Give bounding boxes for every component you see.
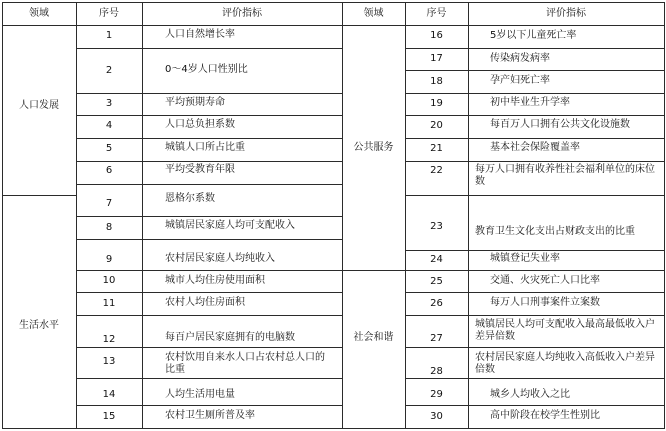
row-number: 2 — [105, 65, 113, 76]
row-number: 7 — [105, 198, 113, 209]
row-number: 30 — [430, 411, 443, 422]
indicator-text: 初中毕业生升学率 — [490, 97, 570, 108]
row-line — [405, 48, 664, 49]
row-number: 14 — [102, 389, 116, 400]
row-line — [405, 378, 664, 379]
row-line — [76, 115, 342, 116]
row-line — [405, 347, 664, 348]
row-number: 27 — [430, 333, 443, 344]
row-number: 6 — [105, 165, 113, 176]
row-line — [405, 70, 664, 71]
indicator-text: 城镇人口所占比重 — [165, 142, 245, 153]
indicator-text: 城市人均住房使用面积 — [165, 275, 265, 286]
indicator-text: 农村卫生厕所普及率 — [165, 410, 255, 421]
indicator-text: 交通、火灾死亡人口比率 — [490, 275, 600, 286]
row-line — [76, 184, 342, 185]
row-number: 10 — [102, 275, 116, 286]
indicator-text: 城乡人均收入之比 — [490, 389, 570, 400]
column-line — [342, 2, 343, 429]
row-line — [76, 138, 342, 139]
indicator-text: 恩格尔系数 — [165, 193, 215, 204]
group-label-living-standard: 生活水平 — [19, 320, 59, 331]
row-line — [405, 270, 664, 271]
row-line — [405, 195, 664, 196]
row-number: 24 — [430, 254, 443, 265]
row-line — [76, 216, 342, 217]
row-line — [76, 93, 342, 94]
group-divider — [2, 195, 76, 196]
row-line — [405, 405, 664, 406]
table-border-bottom — [2, 428, 665, 429]
indicator-text: 每万人口刑事案件立案数 — [490, 297, 600, 308]
row-line — [405, 315, 664, 316]
row-line — [76, 378, 342, 379]
indicator-text: 农村饮用自来水人口占农村总人口的比重 — [165, 352, 325, 375]
column-line — [468, 2, 469, 429]
indicator-text: 城镇居民家庭人均可支配收入 — [165, 220, 295, 231]
row-number: 1 — [105, 30, 113, 41]
indicator-text: 城镇居民人均可支配收入最高最低收入户差异倍数 — [475, 319, 655, 342]
indicator-text: 每百万人口拥有公共文化设施数 — [490, 119, 630, 130]
row-line — [405, 93, 664, 94]
column-line — [664, 2, 665, 429]
row-number: 25 — [430, 276, 443, 287]
column-line — [2, 2, 3, 429]
header-domain-right: 领域 — [363, 7, 384, 19]
indicator-text: 平均预期寿命 — [165, 97, 225, 108]
row-line — [76, 405, 342, 406]
row-number: 12 — [102, 334, 116, 345]
group-label-population: 人口发展 — [19, 100, 59, 111]
group-label-public-service: 公共服务 — [353, 142, 394, 153]
row-number: 28 — [430, 366, 443, 377]
row-line — [76, 239, 342, 240]
row-number: 13 — [102, 356, 116, 367]
indicator-text: 人均生活用电量 — [165, 389, 235, 400]
row-number: 8 — [105, 222, 113, 233]
row-number: 15 — [102, 411, 116, 422]
indicator-text: 每百户居民家庭拥有的电脑数 — [165, 332, 295, 343]
table-border-top — [2, 2, 665, 3]
header-seq-right: 序号 — [426, 7, 447, 19]
column-line — [405, 2, 406, 429]
indicator-text: 城镇登记失业率 — [490, 253, 560, 264]
indicator-text: 0～4岁人口性别比 — [165, 64, 248, 75]
row-line — [405, 161, 664, 162]
indicator-text: 农村居民家庭人均纯收入 — [165, 253, 275, 264]
header-domain-left: 领域 — [29, 7, 49, 19]
row-number: 17 — [430, 53, 443, 64]
header-indicator-left: 评价指标 — [222, 7, 262, 19]
indicator-text: 人口总负担系数 — [165, 119, 235, 130]
row-line — [76, 347, 342, 348]
row-line — [405, 292, 664, 293]
row-line — [405, 115, 664, 116]
indicator-text: 平均受教育年限 — [165, 164, 235, 175]
indicator-text: 教育卫生文化支出占财政支出的比重 — [475, 226, 635, 237]
row-number: 5 — [105, 143, 113, 154]
row-line — [76, 292, 342, 293]
row-line — [76, 270, 342, 271]
indicator-text: 孕产妇死亡率 — [490, 75, 550, 86]
row-number: 20 — [430, 120, 443, 131]
row-number: 3 — [105, 98, 113, 109]
group-divider — [342, 270, 405, 271]
indicator-text: 高中阶段在校学生性别比 — [490, 410, 600, 421]
indicator-text: 农村人均住房面积 — [165, 297, 245, 308]
row-line — [405, 250, 664, 251]
header-indicator-right: 评价指标 — [546, 7, 586, 19]
row-number: 23 — [430, 221, 443, 232]
row-number: 22 — [430, 165, 443, 176]
row-number: 26 — [430, 298, 443, 309]
row-number: 19 — [430, 98, 443, 109]
row-number: 18 — [430, 76, 443, 87]
indicator-text: 每万人口拥有收养性社会福利单位的床位数 — [475, 164, 655, 187]
indicator-text: 基本社会保险覆盖率 — [490, 142, 580, 153]
row-number: 9 — [105, 254, 113, 265]
row-line — [76, 161, 342, 162]
indicator-text: 人口自然增长率 — [165, 29, 235, 40]
header-seq-left: 序号 — [99, 7, 119, 19]
header-border-bottom — [2, 25, 665, 26]
group-label-social-harmony: 社会和谐 — [353, 332, 394, 343]
row-number: 21 — [430, 143, 443, 154]
row-line — [76, 315, 342, 316]
row-number: 11 — [102, 298, 116, 309]
row-number: 4 — [105, 120, 113, 131]
indicator-text: 5岁以下儿童死亡率 — [490, 30, 577, 41]
indicator-text: 农村居民家庭人均纯收入高低收入户差异倍数 — [475, 352, 655, 375]
row-number: 29 — [430, 389, 443, 400]
row-line — [76, 48, 342, 49]
indicator-text: 传染病发病率 — [490, 53, 550, 64]
row-number: 16 — [430, 30, 443, 41]
row-line — [405, 138, 664, 139]
